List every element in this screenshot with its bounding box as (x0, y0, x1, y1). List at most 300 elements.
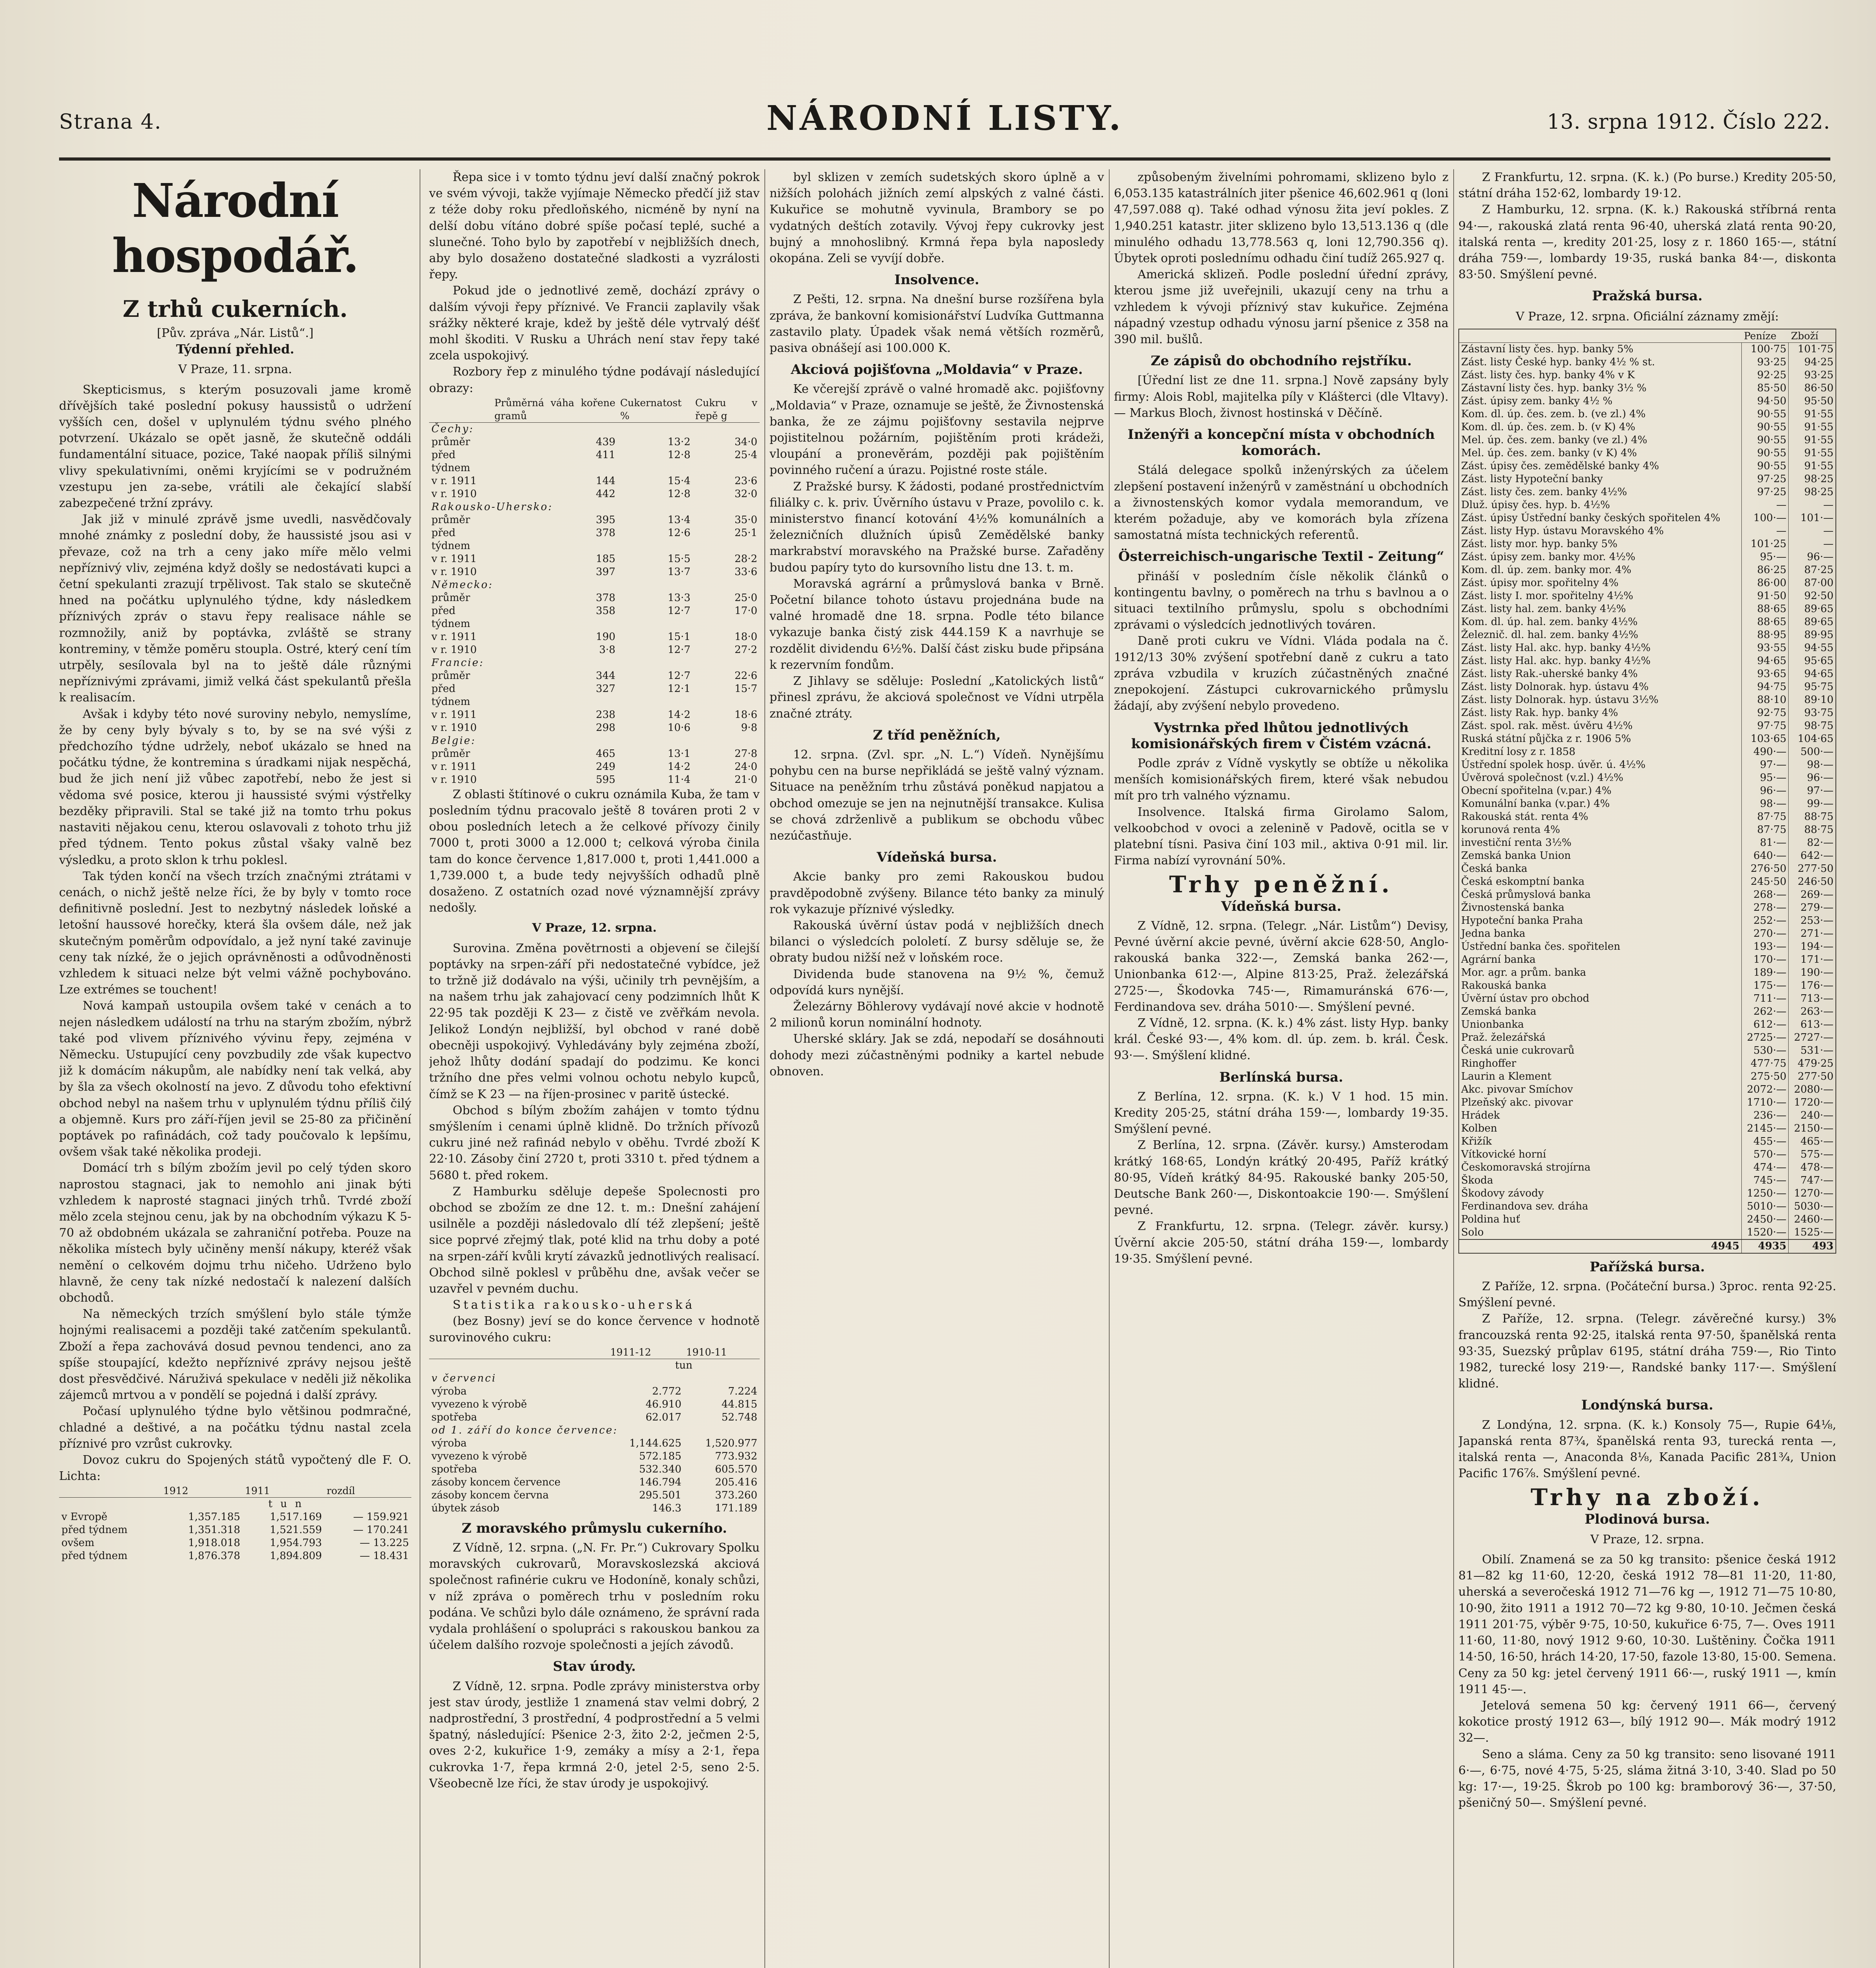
table-row (1459, 1161, 1836, 1174)
table-row (59, 1537, 411, 1550)
table-cell: Ringhoffer (1459, 1057, 1741, 1070)
table-cell: Zást. listy České hyp. banky 4½ % st. (1459, 356, 1741, 369)
table-cell: Hypoteční banka Praha (1459, 914, 1741, 927)
table-cell: 205.416 (715, 1476, 757, 1488)
table-group-row (429, 1424, 760, 1437)
table-cell: 32·0 (734, 488, 757, 500)
table-header: Průměrná váha kořene gramů (492, 396, 618, 423)
table-row (429, 721, 760, 734)
table-cell: 277·50 (1798, 862, 1833, 875)
table-cell: Hrádek (1459, 1109, 1741, 1122)
paragraph: (bez Bosny) jeví se do konce července v hodnotě surovinového cukru: (429, 1314, 760, 1345)
paragraph: Tak týden končí na všech trzích značnými ztrátami v cenách, o nichž ještě nelze říci, že by byly v tomto roce definitivně poslední. Jest to nezbytný následek loňské a letošní haussové horečky, která šla ovšem dále, než jak skutečným poměrům odpovídalo, a jež nyní také zavinuje ceny tak nízké, že o jejich oprávněnosti a odůvodněnosti vzhledem k situaci nelze být velmi vážně pochybováno. Lze extrémes se touchent! (59, 869, 411, 997)
table-row (1459, 603, 1836, 616)
table-row (1459, 1018, 1836, 1031)
paragraph: Skepticismus, s kterým posuzovali jame kromě dřívějších také poslední pokusy haussistů o udržení vyšších cen, došel v uplynulém týdnu svého plného potvrzení. Ukázalo se opět jasně, že skutečně oddáli fundamentální situace, pozice, Také naopak příliš silnými vlivy spekulativními, oněmi kryjícími se v podružném vzestupu jen za-sebe, vrátili ale čekající slabší zabezpečené tržní zprávy. (59, 383, 411, 510)
table-cell: 465·— (1800, 1135, 1833, 1147)
table-cell: 2150·— (1794, 1122, 1833, 1134)
paragraph: Z Paříže, 12. srpna. (Telegr. závěrečné kursy.) 3% francouzská renta 92·25, italská renta 97·50, španělská renta 93·35, Suezský průplav 6195, státní dráha 759·—, Rio Tinto 1982, turecké losy 219·—, Randské banky 117·—. Smýšlení klidné. (1458, 1312, 1836, 1391)
table-cell: vyvezeno k výrobě (431, 1398, 527, 1410)
table-cell: 252·— (1741, 914, 1789, 927)
table-cell: 193·— (1741, 940, 1789, 953)
table-cell: v r. 1910 (431, 721, 477, 734)
table-cell: 442 (596, 488, 616, 500)
table-cell: 85·50 (1741, 382, 1789, 395)
table-cell: 95·65 (1804, 655, 1833, 667)
column-4 (1114, 169, 1449, 1968)
table-cell: 86·25 (1741, 564, 1789, 577)
paragraph: Rozbory řep z minulého týdne podávají následující obrazy: (429, 365, 760, 395)
column-1 (59, 169, 411, 1968)
table-cell: 2145·— (1741, 1122, 1789, 1135)
table-cell: 101·25 (1741, 538, 1789, 551)
table-cell: 12·1 (668, 683, 691, 695)
table-cell: Ferdinandova sev. dráha (1459, 1200, 1741, 1213)
table-cell: 44.815 (722, 1398, 757, 1410)
table-cell: 1,357.185 (188, 1511, 241, 1523)
table-cell: 101·75 (1798, 343, 1833, 355)
table-cell: průměr (431, 592, 470, 604)
table-cell: Živnostenská banka (1459, 901, 1741, 914)
table-cell: 97·— (1807, 784, 1833, 797)
table-cell: 98·— (1741, 797, 1789, 810)
table-row (1459, 927, 1836, 940)
table-cell: Zást. listy hal. zem. banky 4½% (1459, 603, 1741, 616)
table-cell: 12·7 (668, 644, 691, 656)
table-cell: 194·— (1800, 940, 1833, 953)
table-cell: ovšem (61, 1537, 94, 1549)
table-cell: Poldina huť (1459, 1213, 1741, 1226)
table-cell: 94·65 (1804, 668, 1833, 680)
table-row (1459, 966, 1836, 979)
table-cell: v r. 1911 (431, 760, 477, 773)
table-cell: 95·— (1741, 551, 1789, 564)
article-heading: Londýnská bursa. (1581, 1397, 1713, 1413)
table-cell: 87·25 (1804, 564, 1833, 576)
paragraph: Insolvence. Italská firma Girolamo Salom, velkoobchod v ovoci a zelenině v Padově, ocitla se v platební tísni. Pasiva činí 103 mil., aktiva 0·91 mil. lir. Firma nabízí vyrovnání 50%. (1114, 805, 1449, 868)
table-cell: 190·— (1800, 966, 1833, 978)
table-cell: Česká průmyslová banka (1459, 888, 1741, 901)
table-cell: Obecní spořitelna (v.par.) 4% (1459, 784, 1741, 797)
table-cell: Laurin a Klement (1459, 1070, 1741, 1083)
table-group-label: Francie: (431, 657, 484, 669)
article-heading: Österreichisch-ungarische Textil - Zeitung“ (1118, 549, 1445, 565)
table-cell: 490·— (1741, 745, 1789, 758)
table-cell: 86·00 (1741, 577, 1789, 590)
table-cell: 373.260 (715, 1489, 757, 1501)
table-row (1459, 875, 1836, 888)
table-cell: 81·— (1741, 836, 1789, 849)
table-cell: Kolben (1459, 1122, 1741, 1135)
table-row (1459, 732, 1836, 745)
table-cell: 711·— (1741, 992, 1789, 1005)
table-cell: 103·65 (1741, 732, 1789, 745)
table-cell: 773.932 (715, 1450, 757, 1462)
table-cell: Mel. úp. čes. zem. banky (ve zl.) 4% (1459, 434, 1741, 447)
paragraph: Stálá delegace spolků inženýrských za účelem zlepšení postavení inženýrů v zaměstnání u obchodních a živnostenských komor vydala memorandum, ve kterém požaduje, aby ve komorách byla zřízena samostatná místa technických referentů. (1114, 463, 1449, 542)
table-row (429, 1476, 760, 1489)
table-cell: 87·75 (1741, 823, 1789, 836)
table-cell: 2450·— (1741, 1213, 1789, 1226)
table-cell: vyvezeno k výrobě (431, 1450, 527, 1462)
table-cell: Zástavní listy čes. hyp. banky 3½ % (1459, 382, 1741, 395)
table-group-label: v červenci (431, 1372, 497, 1384)
paragraph: Železárny Böhlerovy vydávají nové akcie v hodnotě 2 milionů korun nominální hodnoty. (770, 999, 1104, 1030)
table-cell: 439 (596, 436, 616, 448)
table-cell: 17·0 (734, 605, 757, 617)
paragraph: Z Berlína, 12. srpna. (Závěr. kursy.) Amsterodam krátký 168·65, Londýn krátký 20·495, Paříž krátký 80·95, Vídeň krátký 84·95. Rakouské banky 205·50, Deutsche Bank 260·—, Diskontoakcie 190·—. Smýšlení pevné. (1114, 1138, 1449, 1217)
table-row (1459, 1109, 1836, 1122)
table-cell: 474·— (1741, 1161, 1789, 1174)
paragraph: Seno a sláma. Ceny za 50 kg transito: seno lisované 1911 6·—, 6·75, nové 4·75, 5·25, sláma žitná 3·10, 3·40. Slad po 50 kg: 17·—, 19·25. Škrob po 100 kg: bramborový 36·—, 37·50, pšeničný 50—. Smýšlení pevné. (1458, 1747, 1836, 1810)
table-cell: 25·4 (734, 449, 757, 461)
table-row (1459, 1044, 1836, 1057)
table-cell: 530·— (1741, 1044, 1789, 1057)
table-row (1459, 486, 1836, 499)
table-cell: 88·75 (1804, 810, 1833, 823)
table-cell: průměr (431, 670, 470, 682)
table-row (1459, 668, 1836, 681)
table-cell: 395 (596, 514, 616, 526)
table-cell: 1,918.018 (188, 1537, 241, 1549)
table-cell: 531·— (1800, 1044, 1833, 1056)
table-group-label: Belgie: (431, 734, 476, 747)
table-row (429, 475, 760, 488)
table-cell: 279·— (1800, 901, 1833, 914)
table-cell: 9·8 (741, 721, 757, 734)
table-row (1459, 707, 1836, 720)
table-cell: 90·55 (1741, 408, 1789, 421)
table-cell: 378 (596, 527, 616, 539)
table-cell: Česká unie cukrovarů (1459, 1044, 1741, 1057)
table-cell: 88·75 (1804, 823, 1833, 836)
table-cell: 15·1 (668, 631, 691, 643)
paragraph: Z Berlína, 12. srpna. (K. k.) V 1 hod. 15 min. Kredity 205·25, státní dráha 159·—, lombardy 19·35. Smýšlení pevné. (1114, 1089, 1449, 1136)
table-header: Peníze (1741, 329, 1789, 343)
table-cell: 93·25 (1741, 356, 1789, 369)
paragraph: Obilí. Znamená se za 50 kg transito: pšenice česká 1912 81—82 kg 11·60, 12·20, česká 1912 78—81 11·20, 11·80, uherská a severočeská 1912 71—76 kg —, 1912 71—75 10·80, 10·90, žito 1911 a 1912 70—72 kg 9·80, 10·10. Ječmen česká 1911 201·75, výběr 9·75, 10·50, kukuřice 6·75, 7—. Oves 1911 11·60, 11·80, nový 1912 9·60, 10·30. Luštěniny. Čočka 1911 14·50, 16·50, hrách 14·20, 17·50, fazole 13·80, 15·00. Semena. Ceny za 50 kg: jetel červený 1911 66·—, ruský 1911 —, kmín 1911 45·—. (1458, 1553, 1836, 1696)
austro-hungarian-stats-table (429, 1346, 760, 1515)
table-cell: 99·— (1807, 797, 1833, 810)
table-group-label: od 1. září do konce července: (431, 1424, 618, 1436)
table-cell: 96·— (1807, 551, 1833, 563)
table-cell: 397 (596, 566, 616, 578)
table-row (429, 683, 760, 708)
masthead: NÁRODNÍ LISTY. (766, 98, 1123, 138)
paragraph: Daně proti cukru ve Vídni. Vláda podala na č. 1912/13 30% zvýšení spotřební daně z cukru a tato zpráva vzbudila v kruzích zúčastněných značné znepokojení. Zástupci cukrovarnického průmyslu žádají, aby zvýšení nebylo provedeno. (1114, 634, 1449, 713)
table-row (429, 1437, 760, 1450)
table-row (429, 760, 760, 773)
table-cell: 34·0 (734, 436, 757, 448)
table-cell: 479·25 (1798, 1057, 1833, 1069)
article-heading: Vystrnka před lhůtou jednotlivých komisionářských firem v Čistém vzácná. (1131, 720, 1432, 752)
paragraph: Akcie banky pro zemi Rakouskou budou pravděpodobně zvýšeny. Bilance této banky za minulý rok vykazuje příznivé výsledky. (770, 870, 1104, 916)
table-cell: 1525·— (1794, 1226, 1833, 1238)
table-row (1459, 1070, 1836, 1083)
table-cell: 14·2 (668, 760, 691, 773)
dateline: V Praze, 12. srpna. (532, 921, 657, 935)
paragraph: Řepa sice i v tomto týdnu jeví další značný pokrok ve svém vývoji, takže vyjímaje Německo předčí již stav z téže doby roku předloňského, nicméně by nyní na delší dobu vítáno dobré spíše počasí teplé, suché a slunečné. Toho bylo by zapotřebí v nejbližších dnech, aby bylo dosaženo dostatečné sladkosti a vyzrálosti řepy. (429, 170, 760, 282)
table-cell: 277·50 (1798, 1070, 1833, 1082)
table-row (1459, 914, 1836, 927)
article-subtitle: Týdenní přehled. (176, 342, 294, 357)
table-cell: 13·7 (668, 566, 691, 578)
paragraph: Na německých trzích smýšlení bylo stále týmže hojnými realisacemi a později také zatčením spekulantů. Zboží a řepa zachovává dosud pevnou tendenci, ano za spíše stoupající, kdežto nepříznivé zprávy nejsou ještě dost přesvědčivé. Náruživá spekulace v neděli již několika zájemců mrtvou a v pondělí se pojedná i další zprávy. (59, 1307, 411, 1402)
table-cell: 378 (596, 592, 616, 604)
table-row (429, 644, 760, 657)
table-cell: výroba (431, 1385, 467, 1397)
column-2 (429, 169, 760, 1968)
table-cell: — (1741, 499, 1789, 512)
table-cell: 344 (596, 670, 616, 682)
table-row (1459, 1122, 1836, 1135)
table-sum-cell: 493 (1789, 1239, 1836, 1253)
table-row (1459, 1096, 1836, 1109)
table-cell: Česká eskomptní banka (1459, 875, 1741, 888)
table-header: 1911-12 (608, 1346, 684, 1359)
table-cell: 95·— (1741, 771, 1789, 784)
table-cell: 278·— (1741, 901, 1789, 914)
table-row (1459, 421, 1836, 434)
table-cell: 97·— (1741, 758, 1789, 771)
table-cell: 88·65 (1741, 603, 1789, 616)
article-source: [Pův. zpráva „Nár. Listů“.] (157, 326, 314, 340)
table-cell: — 13.225 (359, 1537, 409, 1549)
table-row (1459, 1135, 1836, 1148)
table-cell: Unionbanka (1459, 1018, 1741, 1031)
table-cell: Zemská banka Union (1459, 849, 1741, 862)
table-row (1459, 408, 1836, 421)
table-cell: 1,520.977 (705, 1437, 757, 1449)
table-cell: 94·25 (1804, 356, 1833, 368)
paragraph: Surovina. Změna povětrnosti a objevení se čilejší poptávky na srpen-září při nedostatečné vybídce, jež to tržně již dodávalo na výši, učinily trh pevnějším, a na našem trhu jak zahajovací ceny podzimních lhůt K 22·95 tak později K 23— z čistě ve zvěřkám nevola. Jelikož Londýn nejbližší, byl obchod v rané době obecněji uspokojivý. Vyhledávány byly zejména zboží, jehož lhůty dodání spadají do podzimu. Ke konci tržního dne přes velmi volnou ochotu nebylo kupců, čímž se K 23 — na říjen-prosinec v paritě ústecké. (429, 941, 760, 1101)
table-cell: 2072·— (1741, 1083, 1789, 1096)
table-cell: 89·65 (1804, 616, 1833, 628)
table-cell: 93·55 (1741, 642, 1789, 655)
table-cell: — (1741, 525, 1789, 538)
table-header: Zboží (1789, 329, 1836, 343)
table-cell: 25·0 (734, 592, 757, 604)
table-cell: 572.185 (639, 1450, 682, 1462)
table-cell: 271·— (1800, 927, 1833, 940)
table-cell: 146.794 (639, 1476, 682, 1488)
table-row (1459, 564, 1836, 577)
table-cell: 170·— (1741, 953, 1789, 966)
table-cell: Solo (1459, 1226, 1741, 1239)
table-cell: 18·0 (734, 631, 757, 643)
table-row (1459, 940, 1836, 953)
table-cell: Zást. listy Hal. akc. hyp. banky 4½% (1459, 642, 1741, 655)
table-header: 1911 (242, 1484, 324, 1498)
table-cell: 1250·— (1741, 1187, 1789, 1200)
table-cell: v r. 1910 (431, 488, 477, 500)
table-cell: 295.501 (639, 1489, 682, 1501)
table-cell: 612·— (1741, 1018, 1789, 1031)
table-row (1459, 1083, 1836, 1096)
table-cell: Zást. úpisy zem. banky 4½ % (1459, 395, 1741, 408)
table-cell: 2460·— (1794, 1213, 1833, 1225)
paragraph: Statistika rakousko-uherská (453, 1298, 695, 1312)
table-unit: t u n (268, 1498, 304, 1510)
table-cell: 98·25 (1804, 486, 1833, 498)
table-cell: Úvěrová společnost (v.zl.) 4½% (1459, 771, 1741, 784)
table-group-row (429, 734, 760, 747)
table-cell: 90·55 (1741, 460, 1789, 473)
column-5 (1458, 169, 1836, 1968)
table-cell: 477·75 (1741, 1057, 1789, 1070)
paragraph: Z Vídně, 12. srpna. („N. Fr. Pr.“) Cukrovary Spolku moravských cukrovarů, Moravskoslezská akciová společnost rafinérie cukru ve Hodoníně, konaly schůzi, v níž zpráva o poměrech trhu v posledním roku podána. Ve schůzi bylo dále oznámeno, že správní rada vydala prohlášení o spolupráci s rakouskou bankou za účelem dalšího rozvoje společnosti a jejích závodů. (429, 1541, 760, 1652)
table-row (429, 605, 760, 631)
table-cell: 1720·— (1794, 1096, 1833, 1108)
table-cell: 1,894.809 (270, 1550, 322, 1562)
table-header: 1910-11 (684, 1346, 760, 1359)
table-cell: 97·25 (1741, 473, 1789, 486)
beet-analysis-table (429, 396, 760, 786)
table-cell: Ruská státní půjčka z r. 1906 5% (1459, 732, 1741, 745)
paragraph: Z Pražské bursy. K žádosti, podané prostřednictvím filiálky c. k. priv. Úvěrního ústavu v Praze, povolilo c. k. ministerstvo financí kotování 4½% komunálních a železničních dlužních úpisů Zemědělské banky markrabství moravského na Pražské burse. Zařaděny budou papíry tyto do kursovního listu dne 13. t. m. (770, 479, 1104, 575)
table-cell: Zást. listy Hyp. ústavu Moravského 4% (1459, 525, 1741, 538)
paragraph: Z Pešti, 12. srpna. Na dnešní burse rozšířena byla zpráva, že bankovní komisionářství Ludvíka Guttmanna zastavilo platy. Úpadek však nemá větších rozměrů, pasiva obnášejí asi 100.000 K. (770, 292, 1104, 355)
table-cell: — 170.241 (353, 1524, 409, 1536)
table-cell: 88·65 (1741, 616, 1789, 629)
paragraph: Uherské skláry. Jak se zdá, nepodaří se dosáhnouti dohody mezi zúčastněnými podniky a kartel nebude obnoven. (770, 1032, 1104, 1078)
table-cell: 98·— (1807, 758, 1833, 771)
table-cell: 94·75 (1741, 681, 1789, 694)
article-heading: Vídeňská bursa. (1221, 898, 1341, 914)
table-cell: 89·95 (1804, 629, 1833, 641)
table-cell: 1520·— (1741, 1226, 1789, 1239)
table-cell: Česká banka (1459, 862, 1741, 875)
paragraph: 12. srpna. (Zvl. spr. „N. L.“) Vídeň. Nynějšímu pohybu cen na burse nepřikládá se ještě valný význam. Situace na peněžním trhu zůstává poněkud napjatou a obchod omezuje se jen na nejnutnější transakce. Kulisa se chová zdrženlivě a publikum se obchodu vůbec nezúčastňuje. (770, 747, 1104, 843)
table-cell: zásoby koncem července (431, 1476, 561, 1488)
paragraph: Z Vídně, 12. srpna. Podle zprávy ministerstva orby jest stav úrody, jestliže 1 znamená stav velmi dobrý, 2 nadprostřední, 3 prostřední, 4 podprostřední a 5 velmi špatný, následující: Pšenice 2·3, žito 2·2, ječmen 2·5, oves 2·2, kukuřice 1·9, zemáky a mísy a 2·1, řepa cukrovka 1·7, řepa krmná 2·0, jetel 2·5, seno 2·5. Všeobecně lze říci, že stav úrody je uspokojivý. (429, 1679, 760, 1790)
table-cell: 171·— (1800, 953, 1833, 966)
paragraph: Avšak i kdyby této nové suroviny nebylo, nemyslíme, že by ceny byly bývaly s to, by se na své výši z předchozího týdne udržely, neboť ukázalo se hned na počátku týdne, že kontremina s úradkami nijak nespěchá, bud že jich není již vůbec zapotřebí, nebo že jest si vědoma své posice, kterou ji haussisté svými výstřelky bezděky připravili. Stal se také již na tomto trhu pokus nastaviti nějakou cenu, kterou oslavovali z tohoto trhu již před týdnem. Tento pokus zůstal všaky valně bez výsledku, a proto sklon k trhu poklesl. (59, 707, 411, 867)
table-row (429, 1450, 760, 1463)
table-cell: 91·50 (1741, 590, 1789, 603)
table-cell: Železnič. dl. hal. zem. banky 4½% (1459, 629, 1741, 642)
table-unit: tun (675, 1359, 693, 1371)
table-cell: Praž. železářská (1459, 1031, 1741, 1044)
table-cell: 92·50 (1804, 590, 1833, 602)
table-cell: — (1823, 499, 1833, 511)
table-cell: 2.772 (652, 1385, 682, 1397)
table-row (1459, 694, 1836, 707)
table-group-row (429, 657, 760, 670)
table-cell: Zást. listy čes. hyp. banky 4% v K (1459, 369, 1741, 382)
table-cell: Zást. listy Dolnorak. hyp. ústavu 3½% (1459, 694, 1741, 707)
table-cell: 88·95 (1741, 629, 1789, 642)
paragraph: Podle zpráv z Vídně vyskytly se obtíže u několika menších komisionářských firem, které však nebudou mít pro trh valného významu. (1114, 756, 1449, 803)
table-cell: Rakouská stát. renta 4% (1459, 810, 1741, 823)
table-cell: Agrární banka (1459, 953, 1741, 966)
table-cell: 52.748 (722, 1411, 757, 1423)
table-group-row (429, 1372, 760, 1385)
table-cell: v r. 1911 (431, 553, 477, 565)
table-cell: Kom. dl. úp. hal. zem. banky 4½% (1459, 616, 1741, 629)
table-cell: 14·2 (668, 708, 691, 721)
table-cell: v r. 1911 (431, 708, 477, 721)
article-heading: Pražská bursa. (1592, 288, 1703, 304)
table-header: Cukernatost % (618, 396, 693, 423)
table-cell: spotřeba (431, 1411, 477, 1423)
table-row (1459, 836, 1836, 849)
table-cell: 94·50 (1741, 395, 1789, 408)
table-row (429, 773, 760, 786)
paragraph: Ke včerejší zprávě o valné hromadě akc. pojišťovny „Moldavia“ v Praze, oznamuje se ještě, že Živnostenská banka, že ze zájmu pojišťovny sestavila nejprve pojistitelnou požárním, pojištěním proti krádeži, vloupání a pronevěrám, později pak pojištěním povinného ručení a úrazu. Pojistné roste stále. (770, 382, 1104, 477)
table-sum-cell: 4945 (1459, 1239, 1741, 1253)
table-cell: 236·— (1741, 1109, 1789, 1122)
table-cell: 2080·— (1794, 1083, 1833, 1095)
table-row (1459, 1187, 1836, 1200)
table-cell: Zást. listy I. mor. spořitelny 4½% (1459, 590, 1741, 603)
table-cell: v r. 1911 (431, 475, 477, 487)
table-cell: 23·6 (734, 475, 757, 487)
table-cell: Českomoravská strojírna (1459, 1161, 1741, 1174)
table-cell: Rakouská banka (1459, 979, 1741, 992)
table-cell: 22·6 (734, 670, 757, 682)
table-cell: 27·2 (734, 644, 757, 656)
table-cell: korunová renta 4% (1459, 823, 1741, 836)
table-cell: 1,521.559 (270, 1524, 322, 1536)
paragraph: Moravská agrární a průmyslová banka v Brně. Početní bilance tohoto ústavu projednána bude na valné hromadě dne 18. srpna. Podle této bilance vykazuje banka čistý zisk 444.159 K a navrhuje se rozdělit dividendu 6½%. Další část zisku bude připsána k rezervním fondům. (770, 577, 1104, 672)
table-cell: 249 (596, 760, 616, 773)
table-cell: 27·8 (734, 747, 757, 760)
table-row (429, 449, 760, 475)
table-cell: 2725·— (1741, 1031, 1789, 1044)
table-cell: Zást. listy mor. hyp. banky 5% (1459, 538, 1741, 551)
table-cell: 100·— (1741, 512, 1789, 525)
table-cell: Akc. pivovar Smíchov (1459, 1083, 1741, 1096)
table-cell: 189·— (1741, 966, 1789, 979)
table-cell: Plzeňský akc. pivovar (1459, 1096, 1741, 1109)
article-heading: Plodinová bursa. (1584, 1511, 1710, 1527)
column-rule (1109, 169, 1110, 1968)
table-cell: 1,144.625 (629, 1437, 682, 1449)
table-cell: 86·50 (1804, 382, 1833, 394)
table-row (1459, 473, 1836, 486)
table-cell: Zást. úpisy mor. spořitelny 4% (1459, 577, 1741, 590)
paragraph: Jak již v minulé zprávě jsme uvedli, nasvědčovaly mnohé známky z poslední doby, že haussisté jsou asi v převaze, což na trh a ceny jako míře mělo velmi nepříznivý vliv, zejména když došly se nedostávati kupci a četní spekulanti zrazují trpělivost. Tak stalo se skutečně hned na počátku uplynulého týdne, kdy následkem příznivých zpráv o stavu řepy realisace náhle se rozmnožily, aniž by poptávka, zvláště se strany kontreminy, v těmže poměru stoupla. Ostré, který cení tím utrpěly, sesílovala byl na to ještě dále různými nepříznivými zprávami, jimiž velká část spekulantů přešla k realisacím. (59, 512, 411, 705)
paragraph: Nová kampaň ustoupila ovšem také v cenách a to nejen následkem událostí na trhu na starým zbožím, nýbrž také pod vlivem příznivého vývinu řepy, zejména v Německu. Ustupující ceny povzbudily zde však kupectvo již k domácím nákupům, ale nabídky není tak velká, aby by šla za všech okolností na jevo. Z důvodu toho efektivní obchod nebyl na našem trhu v uplynulém týdnu příliš čilý a objemně. Kurs pro září-říjen jevil se 25-80 za přičinění poptávek po rafinádách, což tady poučovalo k lepšímu, ovšem však také několika prodeji. (59, 999, 411, 1159)
table-row (1459, 447, 1836, 460)
paragraph: přináší v posledním čísle několik článků o kontingentu bavlny, o poměrech na trhu s bavlnou a o situaci textilního průmyslu, spolu s obchodními zprávami o výsledcích jednotlivých továren. (1114, 569, 1449, 632)
table-row (1459, 823, 1836, 836)
table-cell: 100·75 (1741, 342, 1789, 356)
table-cell: investiční renta 3½% (1459, 836, 1741, 849)
table-cell: 2727·— (1794, 1031, 1833, 1043)
table-row (1459, 1213, 1836, 1226)
table-cell: Dluž. úpisy čes. hyp. b. 4½% (1459, 499, 1741, 512)
paragraph: Z Jihlavy se sděluje: Poslední „Katolických listů“ přinesl zprávu, že akciová společnost ve Vídni utrpěla značné ztráty. (770, 674, 1104, 721)
table-cell: 640·— (1741, 849, 1789, 862)
table-cell: 21·0 (734, 773, 757, 786)
table-cell: Komunální banka (v.par.) 4% (1459, 797, 1741, 810)
table-cell: 15·4 (668, 475, 691, 487)
paragraph: [Úřední list ze dne 11. srpna.] Nově zapsány byly firmy: Alois Robl, majitelka píly v Klášterci (dle Vltavy). — Markus Bloch, živnost hostinská v Děčíně. (1114, 374, 1449, 420)
table-cell: 270·— (1741, 927, 1789, 940)
page-header (59, 98, 1830, 161)
table-cell: 276·50 (1741, 862, 1789, 875)
table-cell: 15·5 (668, 553, 691, 565)
paragraph: Rakouská úvěrní ústav podá v nejbližších dnech bilanci o výsledcích pololetí. Z bursy sděluje se, že obraty budou nižší než v loňském roce. (770, 918, 1104, 965)
table-header (59, 1484, 161, 1498)
table-cell: v r. 1910 (431, 773, 477, 786)
table-cell: 91·55 (1804, 447, 1833, 459)
table-row (1459, 356, 1836, 369)
table-cell: 5010·— (1741, 1200, 1789, 1213)
table-cell: 95·75 (1804, 681, 1833, 693)
